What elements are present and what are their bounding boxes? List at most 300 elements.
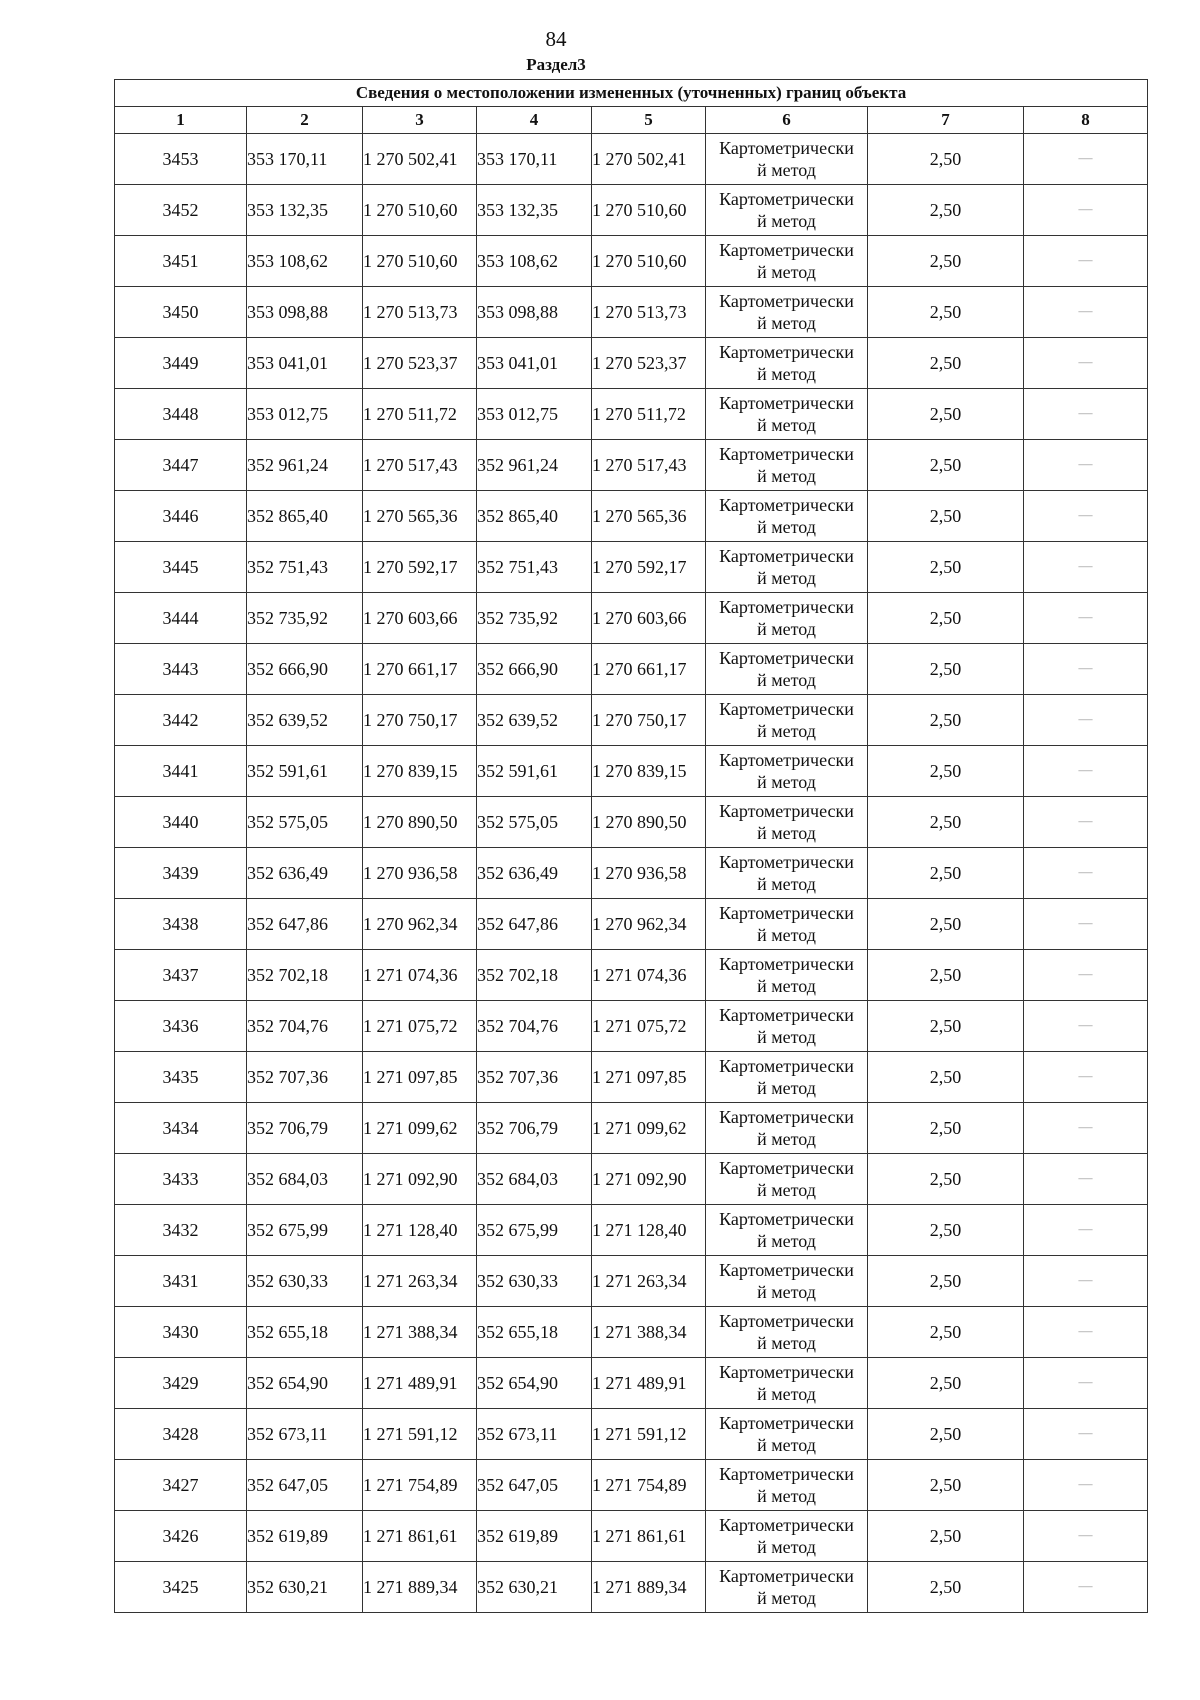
method-text-line-2: й метод [757, 1180, 816, 1200]
method-text-line-2: й метод [757, 211, 816, 231]
x-coordinate-cell: 353 108,62 [247, 236, 363, 287]
method-cell [706, 746, 868, 797]
accuracy-cell: 2,50 [868, 1256, 1024, 1307]
accuracy-cell: 2,50 [868, 236, 1024, 287]
x-coordinate-cell: 352 630,21 [247, 1562, 363, 1613]
method-text-line-1: Картометрически [719, 291, 854, 311]
method-text-line-1: Картометрически [719, 852, 854, 872]
x-coordinate-cell: 352 735,92 [247, 593, 363, 644]
y-coordinate-cell: 1 271 388,34 [592, 1307, 706, 1358]
y-coordinate-cell: 1 270 511,72 [363, 389, 477, 440]
method-text-line-1: Картометрически [719, 597, 854, 617]
table-row [115, 1103, 1148, 1154]
point-number-cell: 3451 [115, 236, 247, 287]
table-row [115, 950, 1148, 1001]
x-coordinate-cell: 353 098,88 [247, 287, 363, 338]
accuracy-cell: 2,50 [868, 1460, 1024, 1511]
accuracy-cell: 2,50 [868, 1205, 1024, 1256]
x-coordinate-cell: 352 636,49 [477, 848, 592, 899]
point-number-cell: 3426 [115, 1511, 247, 1562]
x-coordinate-cell: 352 702,18 [477, 950, 592, 1001]
table-row [115, 593, 1148, 644]
x-coordinate-cell: 353 132,35 [247, 185, 363, 236]
table-row [115, 1511, 1148, 1562]
method-cell [706, 1256, 868, 1307]
table-header-row [115, 107, 1148, 134]
dash-cell: — [1024, 1460, 1148, 1511]
accuracy-cell: 2,50 [868, 134, 1024, 185]
y-coordinate-cell: 1 271 889,34 [363, 1562, 477, 1613]
x-coordinate-cell: 353 170,11 [247, 134, 363, 185]
y-coordinate-cell: 1 271 099,62 [363, 1103, 477, 1154]
accuracy-cell: 2,50 [868, 644, 1024, 695]
y-coordinate-cell: 1 270 510,60 [363, 236, 477, 287]
method-text-line-2: й метод [757, 517, 816, 537]
accuracy-cell: 2,50 [868, 389, 1024, 440]
y-coordinate-cell: 1 271 092,90 [592, 1154, 706, 1205]
x-coordinate-cell: 352 751,43 [477, 542, 592, 593]
x-coordinate-cell: 352 673,11 [477, 1409, 592, 1460]
y-coordinate-cell: 1 270 603,66 [592, 593, 706, 644]
method-cell [706, 134, 868, 185]
method-text-line-2: й метод [757, 1435, 816, 1455]
accuracy-cell: 2,50 [868, 797, 1024, 848]
y-coordinate-cell: 1 270 936,58 [592, 848, 706, 899]
x-coordinate-cell: 353 132,35 [477, 185, 592, 236]
point-number-cell: 3447 [115, 440, 247, 491]
x-coordinate-cell: 352 575,05 [477, 797, 592, 848]
method-text-line-1: Картометрически [719, 801, 854, 821]
method-text-line-2: й метод [757, 721, 816, 741]
section-title: Раздел3 [526, 55, 586, 74]
y-coordinate-cell: 1 270 517,43 [363, 440, 477, 491]
accuracy-cell: 2,50 [868, 1154, 1024, 1205]
dash-cell: — [1024, 1511, 1148, 1562]
method-text-line-2: й метод [757, 160, 816, 180]
method-text-line-1: Картометрически [719, 1566, 854, 1586]
dash-cell: — [1024, 797, 1148, 848]
x-coordinate-cell: 352 675,99 [477, 1205, 592, 1256]
accuracy-cell: 2,50 [868, 1001, 1024, 1052]
point-number-cell: 3428 [115, 1409, 247, 1460]
table-row [115, 287, 1148, 338]
method-text-line-1: Картометрически [719, 1362, 854, 1382]
method-text-line-2: й метод [757, 874, 816, 894]
table-row [115, 899, 1148, 950]
point-number-cell: 3449 [115, 338, 247, 389]
x-coordinate-cell: 352 619,89 [477, 1511, 592, 1562]
y-coordinate-cell: 1 271 861,61 [363, 1511, 477, 1562]
table-body [115, 134, 1148, 1613]
method-cell [706, 848, 868, 899]
method-text-line-2: й метод [757, 262, 816, 282]
x-coordinate-cell: 352 591,61 [247, 746, 363, 797]
y-coordinate-cell: 1 270 513,73 [592, 287, 706, 338]
method-cell [706, 389, 868, 440]
x-coordinate-cell: 352 575,05 [247, 797, 363, 848]
y-coordinate-cell: 1 270 661,17 [592, 644, 706, 695]
y-coordinate-cell: 1 271 097,85 [363, 1052, 477, 1103]
y-coordinate-cell: 1 270 592,17 [592, 542, 706, 593]
method-text-line-1: Картометрически [719, 1005, 854, 1025]
table-row [115, 440, 1148, 491]
accuracy-cell: 2,50 [868, 1052, 1024, 1103]
method-text-line-1: Картометрически [719, 699, 854, 719]
accuracy-cell: 2,50 [868, 185, 1024, 236]
x-coordinate-cell: 352 865,40 [247, 491, 363, 542]
y-coordinate-cell: 1 270 936,58 [363, 848, 477, 899]
x-coordinate-cell: 352 961,24 [247, 440, 363, 491]
dash-cell: — [1024, 1307, 1148, 1358]
y-coordinate-cell: 1 271 388,34 [363, 1307, 477, 1358]
x-coordinate-cell: 353 041,01 [477, 338, 592, 389]
point-number-cell: 3450 [115, 287, 247, 338]
y-coordinate-cell: 1 271 263,34 [363, 1256, 477, 1307]
method-text-line-1: Картометрически [719, 240, 854, 260]
y-coordinate-cell: 1 270 592,17 [363, 542, 477, 593]
point-number-cell: 3448 [115, 389, 247, 440]
method-text-line-2: й метод [757, 466, 816, 486]
method-text-line-2: й метод [757, 1129, 816, 1149]
method-cell [706, 1511, 868, 1562]
dash-cell: — [1024, 389, 1148, 440]
accuracy-cell: 2,50 [868, 1307, 1024, 1358]
method-text-line-2: й метод [757, 313, 816, 333]
method-cell [706, 542, 868, 593]
x-coordinate-cell: 353 098,88 [477, 287, 592, 338]
x-coordinate-cell: 352 647,05 [477, 1460, 592, 1511]
method-cell [706, 1103, 868, 1154]
method-text-line-2: й метод [757, 823, 816, 843]
dash-cell: — [1024, 542, 1148, 593]
x-coordinate-cell: 352 619,89 [247, 1511, 363, 1562]
method-text-line-2: й метод [757, 976, 816, 996]
table-row [115, 185, 1148, 236]
y-coordinate-cell: 1 271 128,40 [592, 1205, 706, 1256]
method-text-line-2: й метод [757, 925, 816, 945]
column-header: 8 [1024, 107, 1148, 134]
table-row [115, 644, 1148, 695]
y-coordinate-cell: 1 270 565,36 [363, 491, 477, 542]
method-cell [706, 1409, 868, 1460]
y-coordinate-cell: 1 270 603,66 [363, 593, 477, 644]
x-coordinate-cell: 352 704,76 [247, 1001, 363, 1052]
x-coordinate-cell: 352 666,90 [477, 644, 592, 695]
method-text-line-2: й метод [757, 364, 816, 384]
method-cell [706, 1154, 868, 1205]
dash-cell: — [1024, 287, 1148, 338]
method-text-line-1: Картометрически [719, 1107, 854, 1127]
y-coordinate-cell: 1 270 890,50 [592, 797, 706, 848]
method-cell [706, 695, 868, 746]
point-number-cell: 3439 [115, 848, 247, 899]
method-cell [706, 797, 868, 848]
accuracy-cell: 2,50 [868, 746, 1024, 797]
dash-cell: — [1024, 848, 1148, 899]
method-text-line-2: й метод [757, 1231, 816, 1251]
dash-cell: — [1024, 644, 1148, 695]
point-number-cell: 3434 [115, 1103, 247, 1154]
method-text-line-1: Картометрически [719, 1056, 854, 1076]
table-row [115, 848, 1148, 899]
point-number-cell: 3435 [115, 1052, 247, 1103]
point-number-cell: 3425 [115, 1562, 247, 1613]
method-text-line-1: Картометрически [719, 444, 854, 464]
point-number-cell: 3452 [115, 185, 247, 236]
x-coordinate-cell: 352 647,86 [477, 899, 592, 950]
x-coordinate-cell: 352 630,21 [477, 1562, 592, 1613]
column-header: 2 [247, 107, 363, 134]
dash-cell: — [1024, 236, 1148, 287]
table-caption: Сведения о местоположении измененных (уточненных) границ объекта [115, 80, 1148, 107]
y-coordinate-cell: 1 271 097,85 [592, 1052, 706, 1103]
dash-cell: — [1024, 1052, 1148, 1103]
dash-cell: — [1024, 1562, 1148, 1613]
dash-cell: — [1024, 695, 1148, 746]
method-text-line-1: Картометрически [719, 903, 854, 923]
dash-cell: — [1024, 1001, 1148, 1052]
method-text-line-1: Картометрически [719, 1209, 854, 1229]
accuracy-cell: 2,50 [868, 848, 1024, 899]
dash-cell: — [1024, 593, 1148, 644]
x-coordinate-cell: 352 630,33 [247, 1256, 363, 1307]
x-coordinate-cell: 352 961,24 [477, 440, 592, 491]
y-coordinate-cell: 1 270 661,17 [363, 644, 477, 695]
table-row [115, 1460, 1148, 1511]
accuracy-cell: 2,50 [868, 695, 1024, 746]
method-cell [706, 1052, 868, 1103]
y-coordinate-cell: 1 271 074,36 [592, 950, 706, 1001]
x-coordinate-cell: 352 655,18 [477, 1307, 592, 1358]
point-number-cell: 3436 [115, 1001, 247, 1052]
column-header: 1 [115, 107, 247, 134]
y-coordinate-cell: 1 270 513,73 [363, 287, 477, 338]
point-number-cell: 3440 [115, 797, 247, 848]
method-text-line-2: й метод [757, 670, 816, 690]
method-text-line-1: Картометрически [719, 648, 854, 668]
y-coordinate-cell: 1 271 074,36 [363, 950, 477, 1001]
table-row [115, 1154, 1148, 1205]
y-coordinate-cell: 1 271 075,72 [592, 1001, 706, 1052]
dash-cell: — [1024, 134, 1148, 185]
accuracy-cell: 2,50 [868, 1511, 1024, 1562]
table-row [115, 746, 1148, 797]
y-coordinate-cell: 1 271 889,34 [592, 1562, 706, 1613]
dash-cell: — [1024, 899, 1148, 950]
dash-cell: — [1024, 440, 1148, 491]
point-number-cell: 3445 [115, 542, 247, 593]
accuracy-cell: 2,50 [868, 1562, 1024, 1613]
y-coordinate-cell: 1 270 890,50 [363, 797, 477, 848]
point-number-cell: 3446 [115, 491, 247, 542]
table-row [115, 236, 1148, 287]
table-row [115, 1256, 1148, 1307]
dash-cell: — [1024, 1103, 1148, 1154]
x-coordinate-cell: 352 704,76 [477, 1001, 592, 1052]
accuracy-cell: 2,50 [868, 1358, 1024, 1409]
accuracy-cell: 2,50 [868, 1409, 1024, 1460]
method-text-line-1: Картометрически [719, 393, 854, 413]
x-coordinate-cell: 352 647,05 [247, 1460, 363, 1511]
method-text-line-2: й метод [757, 568, 816, 588]
method-cell [706, 1001, 868, 1052]
x-coordinate-cell: 353 012,75 [247, 389, 363, 440]
y-coordinate-cell: 1 271 861,61 [592, 1511, 706, 1562]
method-text-line-1: Картометрически [719, 189, 854, 209]
x-coordinate-cell: 352 865,40 [477, 491, 592, 542]
x-coordinate-cell: 352 636,49 [247, 848, 363, 899]
method-cell [706, 950, 868, 1001]
y-coordinate-cell: 1 270 839,15 [363, 746, 477, 797]
y-coordinate-cell: 1 271 591,12 [592, 1409, 706, 1460]
x-coordinate-cell: 352 654,90 [247, 1358, 363, 1409]
x-coordinate-cell: 353 012,75 [477, 389, 592, 440]
method-text-line-1: Картометрически [719, 1311, 854, 1331]
x-coordinate-cell: 352 684,03 [247, 1154, 363, 1205]
table-caption-row [115, 80, 1148, 107]
point-number-cell: 3438 [115, 899, 247, 950]
accuracy-cell: 2,50 [868, 1103, 1024, 1154]
y-coordinate-cell: 1 271 128,40 [363, 1205, 477, 1256]
method-cell [706, 491, 868, 542]
y-coordinate-cell: 1 270 750,17 [592, 695, 706, 746]
method-cell [706, 185, 868, 236]
column-header: 6 [706, 107, 868, 134]
method-text-line-2: й метод [757, 1027, 816, 1047]
x-coordinate-cell: 353 041,01 [247, 338, 363, 389]
method-text-line-2: й метод [757, 1588, 816, 1608]
point-number-cell: 3442 [115, 695, 247, 746]
accuracy-cell: 2,50 [868, 440, 1024, 491]
point-number-cell: 3427 [115, 1460, 247, 1511]
accuracy-cell: 2,50 [868, 542, 1024, 593]
method-cell [706, 1562, 868, 1613]
y-coordinate-cell: 1 270 962,34 [592, 899, 706, 950]
y-coordinate-cell: 1 271 754,89 [592, 1460, 706, 1511]
dash-cell: — [1024, 1358, 1148, 1409]
table-row [115, 491, 1148, 542]
x-coordinate-cell: 352 639,52 [247, 695, 363, 746]
column-header: 7 [868, 107, 1024, 134]
column-header: 5 [592, 107, 706, 134]
method-text-line-2: й метод [757, 1282, 816, 1302]
table-row [115, 695, 1148, 746]
table-row [115, 134, 1148, 185]
y-coordinate-cell: 1 270 502,41 [363, 134, 477, 185]
method-text-line-1: Картометрически [719, 546, 854, 566]
y-coordinate-cell: 1 271 489,91 [363, 1358, 477, 1409]
x-coordinate-cell: 352 675,99 [247, 1205, 363, 1256]
point-number-cell: 3444 [115, 593, 247, 644]
x-coordinate-cell: 352 751,43 [247, 542, 363, 593]
dash-cell: — [1024, 746, 1148, 797]
table-row [115, 1001, 1148, 1052]
x-coordinate-cell: 352 655,18 [247, 1307, 363, 1358]
method-cell [706, 1307, 868, 1358]
y-coordinate-cell: 1 271 489,91 [592, 1358, 706, 1409]
point-number-cell: 3429 [115, 1358, 247, 1409]
x-coordinate-cell: 353 108,62 [477, 236, 592, 287]
accuracy-cell: 2,50 [868, 950, 1024, 1001]
table-row [115, 1562, 1148, 1613]
method-text-line-1: Картометрически [719, 1464, 854, 1484]
dash-cell: — [1024, 950, 1148, 1001]
table-row [115, 1307, 1148, 1358]
y-coordinate-cell: 1 270 750,17 [363, 695, 477, 746]
y-coordinate-cell: 1 271 754,89 [363, 1460, 477, 1511]
method-text-line-2: й метод [757, 772, 816, 792]
point-number-cell: 3443 [115, 644, 247, 695]
method-cell [706, 1460, 868, 1511]
x-coordinate-cell: 352 706,79 [477, 1103, 592, 1154]
y-coordinate-cell: 1 270 839,15 [592, 746, 706, 797]
accuracy-cell: 2,50 [868, 287, 1024, 338]
method-text-line-2: й метод [757, 1486, 816, 1506]
y-coordinate-cell: 1 271 075,72 [363, 1001, 477, 1052]
dash-cell: — [1024, 1154, 1148, 1205]
x-coordinate-cell: 352 654,90 [477, 1358, 592, 1409]
method-cell [706, 1358, 868, 1409]
x-coordinate-cell: 352 666,90 [247, 644, 363, 695]
method-text-line-1: Картометрически [719, 1260, 854, 1280]
y-coordinate-cell: 1 270 523,37 [592, 338, 706, 389]
method-text-line-1: Картометрически [719, 1158, 854, 1178]
method-cell [706, 287, 868, 338]
y-coordinate-cell: 1 270 517,43 [592, 440, 706, 491]
x-coordinate-cell: 352 591,61 [477, 746, 592, 797]
method-cell [706, 236, 868, 287]
x-coordinate-cell: 352 647,86 [247, 899, 363, 950]
point-number-cell: 3441 [115, 746, 247, 797]
method-text-line-2: й метод [757, 1333, 816, 1353]
method-text-line-2: й метод [757, 1537, 816, 1557]
method-text-line-1: Картометрически [719, 954, 854, 974]
x-coordinate-cell: 352 702,18 [247, 950, 363, 1001]
method-cell [706, 899, 868, 950]
point-number-cell: 3432 [115, 1205, 247, 1256]
y-coordinate-cell: 1 270 962,34 [363, 899, 477, 950]
table-row [115, 1052, 1148, 1103]
x-coordinate-cell: 352 684,03 [477, 1154, 592, 1205]
y-coordinate-cell: 1 270 565,36 [592, 491, 706, 542]
method-text-line-1: Картометрически [719, 750, 854, 770]
point-number-cell: 3433 [115, 1154, 247, 1205]
dash-cell: — [1024, 185, 1148, 236]
x-coordinate-cell: 352 639,52 [477, 695, 592, 746]
y-coordinate-cell: 1 271 092,90 [363, 1154, 477, 1205]
dash-cell: — [1024, 1409, 1148, 1460]
column-header: 3 [363, 107, 477, 134]
table-row [115, 1409, 1148, 1460]
y-coordinate-cell: 1 271 591,12 [363, 1409, 477, 1460]
y-coordinate-cell: 1 270 510,60 [363, 185, 477, 236]
table-row [115, 389, 1148, 440]
point-number-cell: 3430 [115, 1307, 247, 1358]
method-text-line-1: Картометрически [719, 495, 854, 515]
method-cell [706, 644, 868, 695]
method-text-line-2: й метод [757, 1384, 816, 1404]
method-text-line-1: Картометрически [719, 342, 854, 362]
method-text-line-2: й метод [757, 619, 816, 639]
y-coordinate-cell: 1 270 510,60 [592, 236, 706, 287]
method-cell [706, 338, 868, 389]
x-coordinate-cell: 353 170,11 [477, 134, 592, 185]
x-coordinate-cell: 352 735,92 [477, 593, 592, 644]
point-number-cell: 3437 [115, 950, 247, 1001]
x-coordinate-cell: 352 707,36 [247, 1052, 363, 1103]
page-number: 84 [545, 27, 567, 51]
method-text-line-1: Картометрически [719, 138, 854, 158]
